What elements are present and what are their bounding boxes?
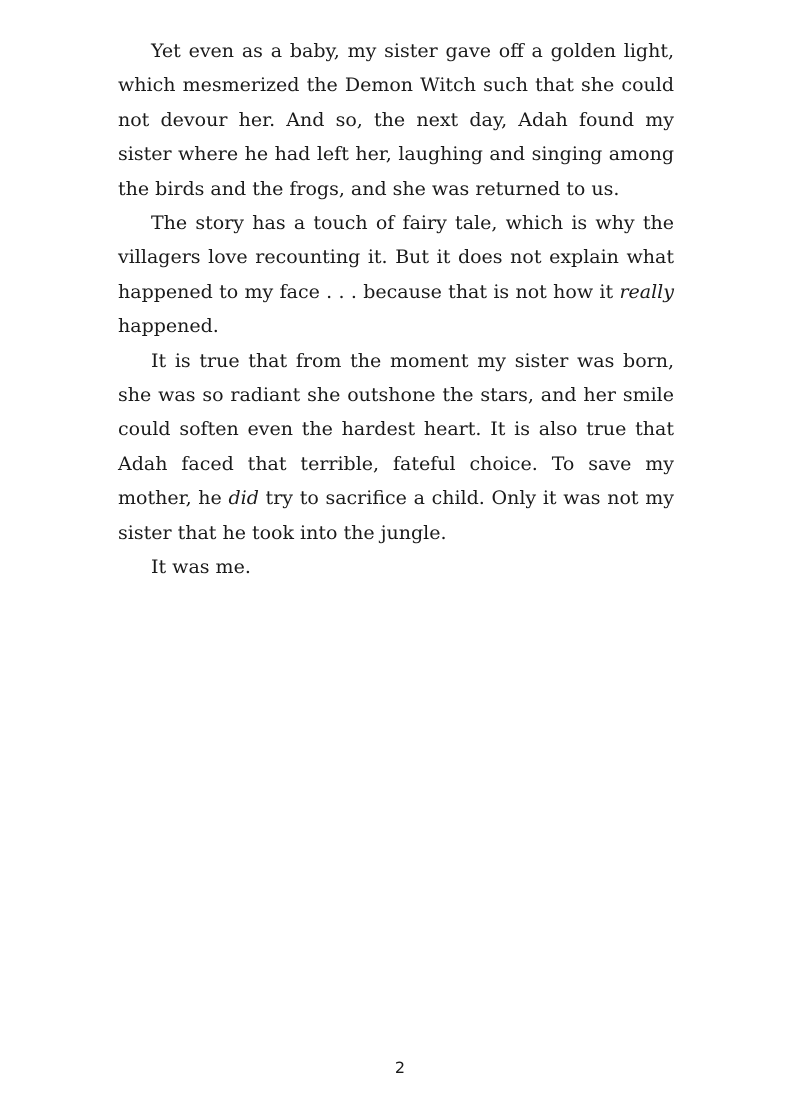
paragraph-2-text-b: happened. xyxy=(118,315,219,338)
paragraph-3-text-a: It is true that from the moment my sister was born, she was so radiant she outshone the stars, and her smile could soften even the hardest heart. It is also true that Adah faced that terrible, fateful choice. To save my mother, he xyxy=(118,349,674,510)
paragraph-4-text: It was me. xyxy=(151,556,251,579)
paragraph-2-emphasis: really xyxy=(619,280,674,303)
paragraph-2 xyxy=(118,206,674,344)
paragraph-3-emphasis: did xyxy=(228,487,259,510)
paragraph-1 xyxy=(118,34,674,206)
paragraph-4 xyxy=(118,550,674,584)
body-text xyxy=(118,34,674,585)
paragraph-3 xyxy=(118,344,674,550)
paragraph-1-text: Yet even as a baby, my sister gave off a golden light, which mesmerized the Demon Witch such that she could not devour her. And so, the next day, Adah found my sister where he had left her, laughing and singing among the birds and the frogs, and she was returned to us. xyxy=(118,40,674,200)
page-number: 2 xyxy=(394,1058,406,1077)
paragraph-2-text-a: The story has a touch of fairy tale, which is why the villagers love recounting it. But it does not explain what happened to my face . . . because that is not how it xyxy=(118,212,674,303)
paragraph-3-text-b: try to sacrifice a child. Only it was not my sister that he took into the jungle. xyxy=(118,487,674,544)
